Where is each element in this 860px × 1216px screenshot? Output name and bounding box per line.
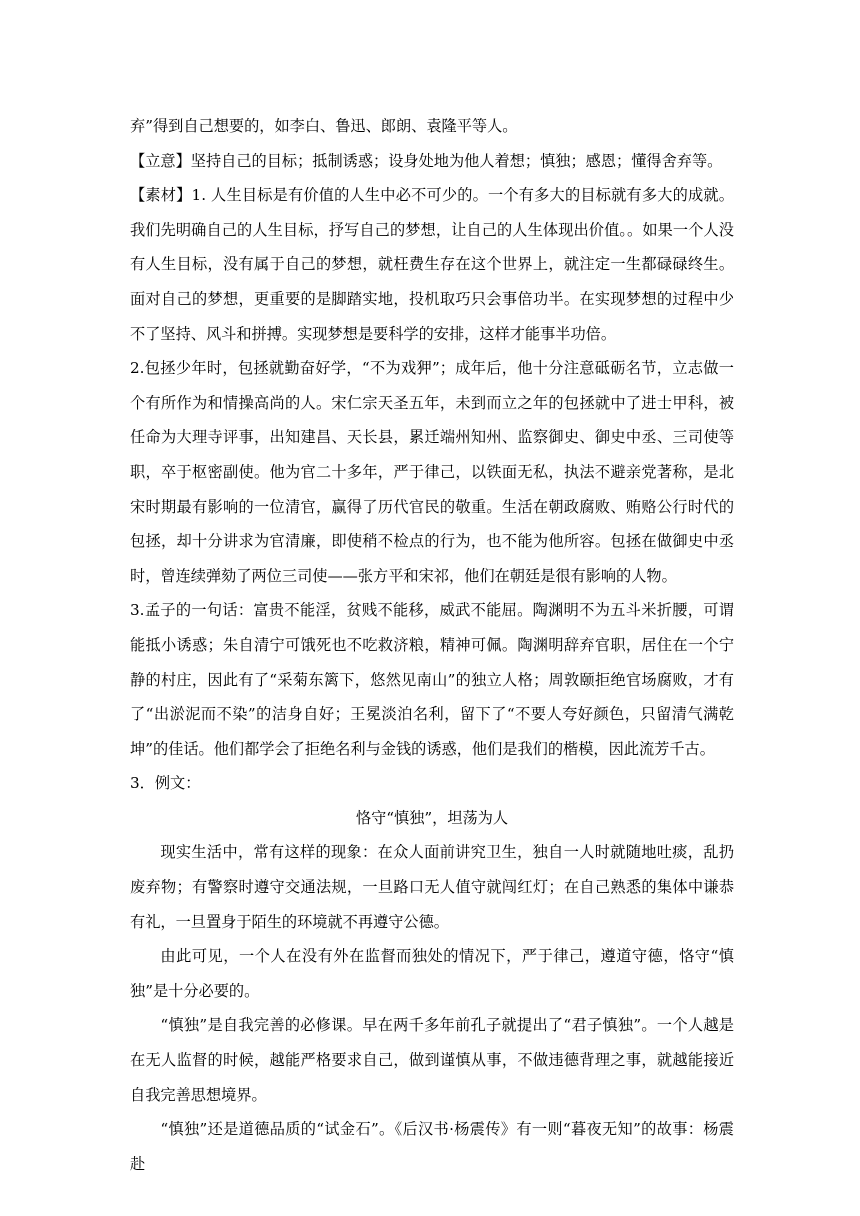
paragraph-sucai-3: 3.孟子的一句话：富贵不能淫，贫贱不能移，威武不能屈。陶渊明不为五斗米折腰，可谓能抵小诱惑；朱自清宁可饿死也不吃救济粮，精神可佩。陶渊明辞弃官职，居住在一个宁静的村庄，因此有了“采菊东篱下，悠然见南山”的独立人格；周敦颐拒绝官场腐败，才有了“出淤泥而不染”的洁身自好；王冕淡泊名利，留下了“不要人夸好颜色，只留清气满乾坤”的佳话。他们都学会了拒绝名利与金钱的诱惑，他们是我们的楷模，因此流芳千古。 xyxy=(130,601,734,758)
paragraph-sucai-2: 2.包拯少年时，包拯就勤奋好学，“不为戏狎”；成年后，他十分注意砥砺名节，立志做一个有所作为和情操高尚的人。宋仁宗天圣五年，未到而立之年的包拯就中了进士甲科，被任命为大理寺评事，出知建昌、天长县，累迁端州知州、监察御史、御史中丞、三司使等职，卒于枢密副使。他为官二十多年，严于律己，以铁面无私，执法不避亲党著称，是北宋时期最有影响的一位清官，赢得了历代官民的敬重。生活在朝政腐败、贿赂公行时代的包拯，却十分讲求为官清廉，即使稍不检点的行为，也不能为他所容。包拯在做御史中丞时，曾连续弹劾了两位三司使——张方平和宋祁，他们在朝廷是很有影响的人物。 xyxy=(130,359,734,585)
essay-paragraph-1: 现实生活中，常有这样的现象：在众人面前讲究卫生，独自一人时就随地吐痰，乱扔废弃物；有警察时遵守交通法规，一旦路口无人值守就闯红灯；在自己熟悉的集体中谦恭有礼，一旦置身于陌生的环境就不再遵守公德。 xyxy=(130,843,734,931)
essay-paragraph-2: 由此可见，一个人在没有外在监督而独处的情况下，严于律己，遵道守德，恪守“慎独”是十分必要的。 xyxy=(130,947,734,1000)
essay-paragraph-3: “慎独”是自我完善的必修课。早在两千多年前孔子就提出了“君子慎独”。一个人越是在无人监督的时候，越能严格要求自己，做到谨慎从事，不做违德背理之事，就越能接近自我完善思想境界。 xyxy=(130,1016,734,1104)
essay-title: 恪守“慎独”，坦荡为人 xyxy=(355,808,509,827)
paragraph-liwen-label: 3．例文： xyxy=(130,774,201,793)
paragraph-liyi: 【立意】坚持自己的目标；抵制诱惑；设身处地为他人着想；慎独；感恩；懂得舍弃等。 xyxy=(130,151,723,170)
paragraph-sucai-1: 【素材】1. 人生目标是有价值的人生中必不可少的。一个有多大的目标就有多大的成就。我们先明确自己的人生目标，抒写自己的梦想，让自己的人生体现出价值。。如果一个人没有人生目标，没有属于自己的梦想，就枉费生存在这个世界上，就注定一生都碌碌终生。面对自己的梦想，更重要的是脚踏实地，投机取巧只会事倍功半。在实现梦想的过程中少不了坚持、风斗和拼搏。实现梦想是要科学的安排，这样才能事半功倍。 xyxy=(130,186,734,343)
document-body xyxy=(130,109,734,1181)
paragraph-intro-tail: 弃”得到自己想要的，如李白、鲁迅、郎朗、袁隆平等人。 xyxy=(130,117,518,135)
essay-paragraph-4: “慎独”还是道德品质的“试金石”。《后汉书·杨震传》有一则“暮夜无知”的故事：杨震赴 xyxy=(130,1120,734,1173)
